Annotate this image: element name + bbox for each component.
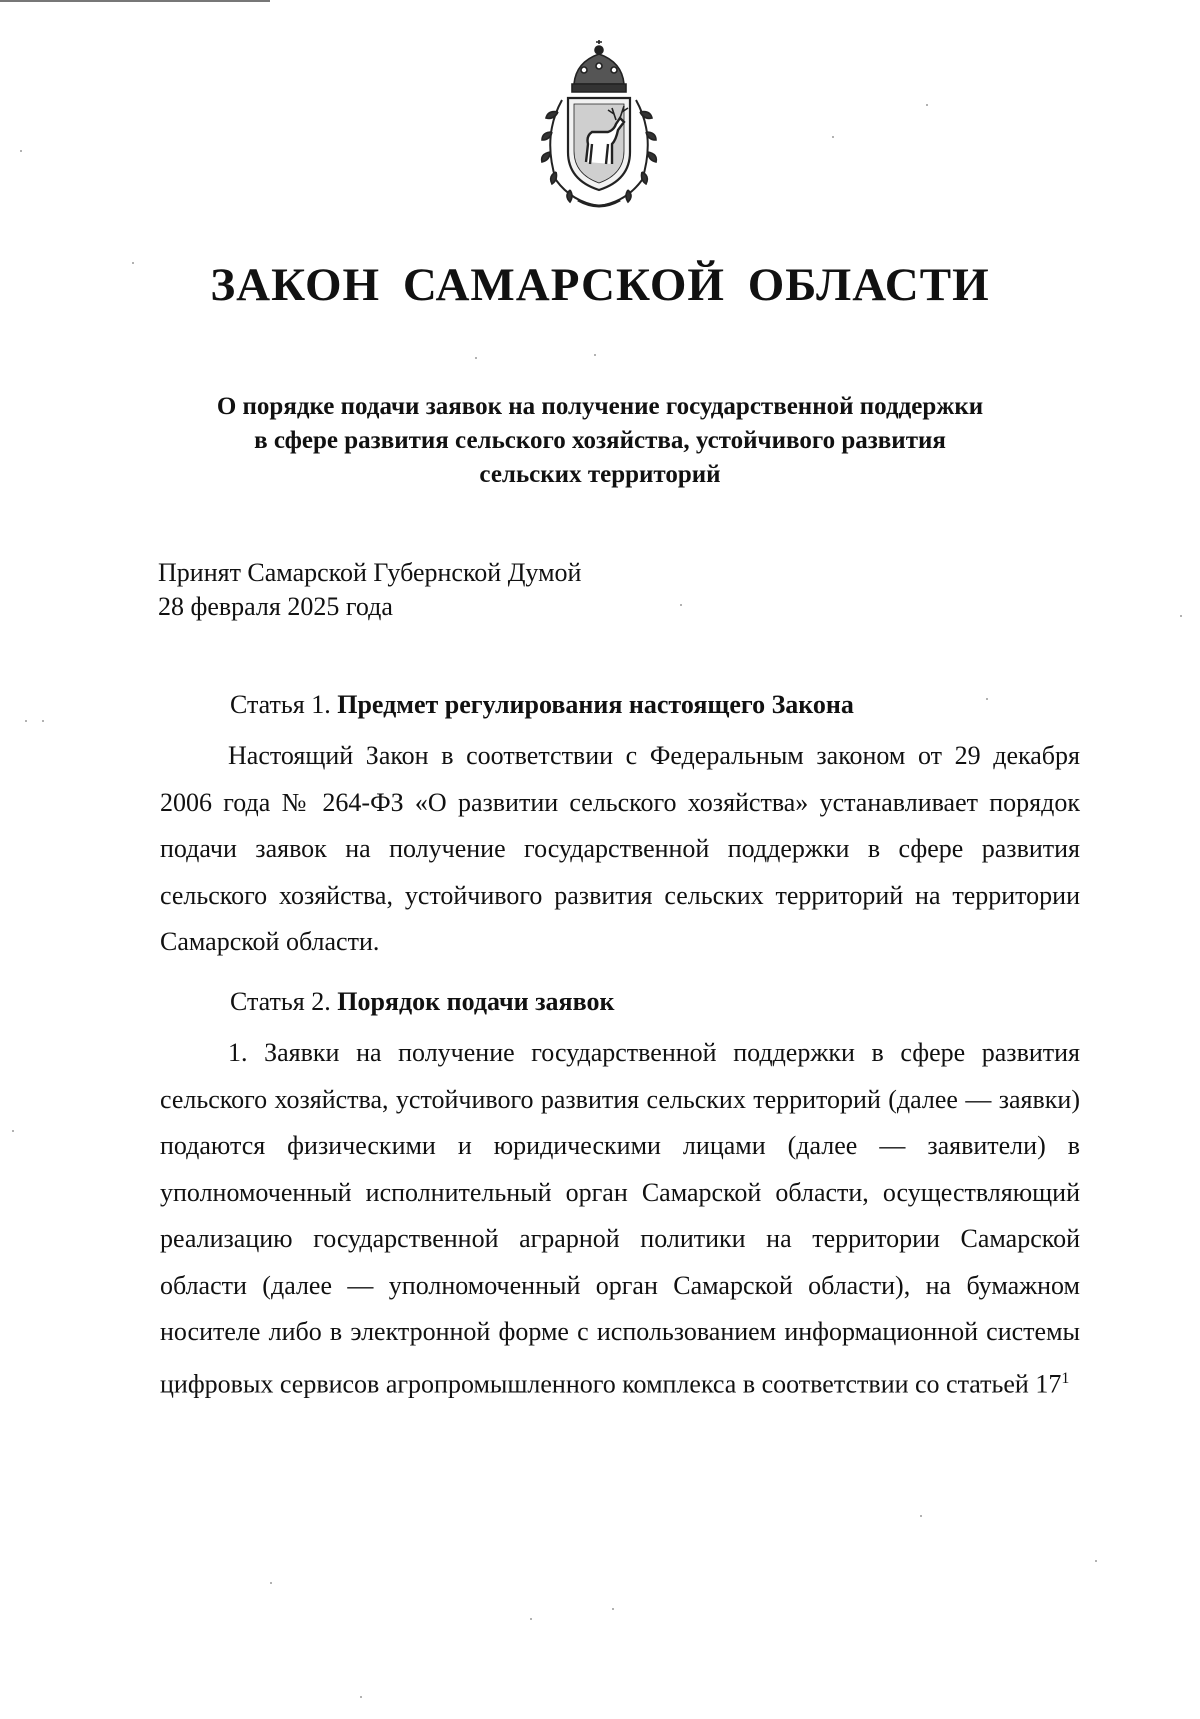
article-2-prefix: Статья 2. xyxy=(230,987,331,1016)
article-2-text: 1. Заявки на получение государственной поддержки в сфере развития сельского хозяйства, устойчивого развития сельских территорий (далее — заявки) подаются физическими и юридическими лицами (далее — заявители) в уполномоченный исполнительный орган Самарской области, осуществляющий реализацию государственной аграрной политики на территории Самарской области (далее — уполномоченный орган Самарской области), на бумажном носителе либо в электронной форме с использованием информационной системы цифровых сервисов агропромышленного комплекса в соответствии со статьей 17 xyxy=(160,1038,1080,1399)
article-1-text: Настоящий Закон в соответствии с Федеральным законом от 29 декабря 2006 года № 264-ФЗ «О развитии сельского хозяйства» устанавливает порядок подачи заявок на получение государственной поддержки в сфере развития сельского хозяйства, устойчивого развития сельских территорий на территории Самарской области. xyxy=(160,741,1080,956)
article-2-paragraph-1 xyxy=(160,1030,1080,1408)
adoption-info xyxy=(158,556,581,624)
scan-speck xyxy=(986,698,988,700)
article-1-title: Предмет регулирования настоящего Закона xyxy=(337,690,854,719)
scan-speck xyxy=(42,720,44,722)
scan-speck xyxy=(475,357,477,359)
scan-speck xyxy=(920,1515,922,1517)
article-2-title: Порядок подачи заявок xyxy=(337,987,615,1016)
scan-speck xyxy=(132,262,134,264)
law-subtitle xyxy=(150,390,1050,492)
scan-speck xyxy=(360,1696,362,1698)
scan-speck xyxy=(12,1130,14,1132)
scan-speck xyxy=(926,104,928,106)
scan-speck xyxy=(25,720,27,722)
subtitle-line-3: сельских территорий xyxy=(479,461,721,488)
scan-speck xyxy=(594,354,596,356)
article-number-superscript: 1 xyxy=(1061,1369,1070,1387)
subtitle-line-1: О порядке подачи заявок на получение государственной поддержки xyxy=(216,393,984,420)
article-1-heading xyxy=(230,690,854,720)
law-title: ЗАКОН САМАРСКОЙ ОБЛАСТИ xyxy=(210,259,990,311)
article-1-prefix: Статья 1. xyxy=(230,690,331,719)
article-2-heading xyxy=(230,987,614,1017)
scan-edge-line xyxy=(0,0,270,2)
scan-speck xyxy=(680,604,682,606)
scan-speck xyxy=(832,136,834,138)
scan-speck xyxy=(1095,1560,1097,1562)
scan-speck xyxy=(270,1582,272,1584)
adoption-date: 28 февраля 2025 года xyxy=(158,592,393,621)
scan-speck xyxy=(1180,615,1182,617)
adopted-by: Принят Самарской Губернской Думой xyxy=(158,558,582,587)
scan-speck xyxy=(612,1608,614,1610)
scan-speck xyxy=(530,1618,532,1620)
coat-of-arms-emblem xyxy=(528,40,670,212)
subtitle-line-2: в сфере развития сельского хозяйства, устойчивого развития xyxy=(254,427,946,454)
scan-speck xyxy=(20,150,22,152)
